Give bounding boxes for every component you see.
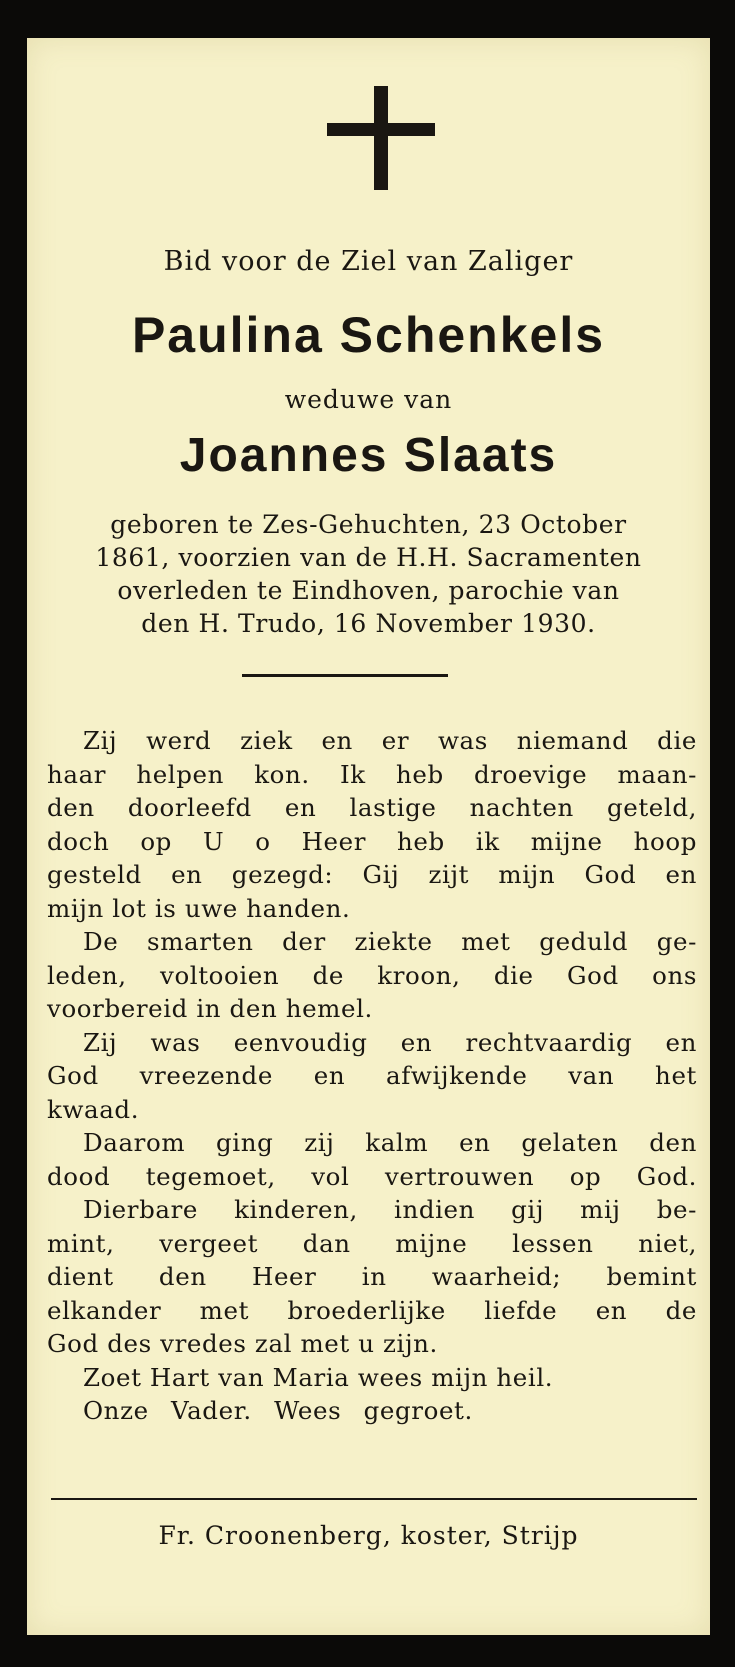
short-divider — [242, 674, 448, 677]
text-line: gesteld en gezegd: Gij zijt mijn God en — [47, 860, 697, 889]
text-line: doch op U o Heer heb ik mijne hoop — [47, 826, 697, 856]
info-line: geboren te Zes-Gehuchten, 23 October — [110, 510, 627, 539]
text-line: elkander met broederlijke liefde en de — [47, 1295, 697, 1325]
text-line: mint, vergeet dan mijne lessen niet, — [47, 1228, 697, 1258]
info-line: 1861, voorzien van de H.H. Sacramenten — [95, 543, 642, 572]
text-line: mijn lot is uwe handen. — [47, 893, 351, 923]
text-line: Onze Vader. Wees gegroet. — [83, 1396, 473, 1425]
biographical-info — [47, 508, 690, 640]
text-line: kwaad. — [47, 1094, 140, 1124]
text-line: De smarten der ziekte met geduld ge- — [83, 927, 697, 956]
text-line: Zij werd ziek en er was niemand die — [83, 726, 697, 755]
printer-credit: Fr. Croonenberg, koster, Strijp — [158, 1521, 579, 1550]
text-line: dient den Heer in waarheid; bemint — [47, 1262, 697, 1291]
cross-icon — [327, 86, 435, 190]
text-line: Dierbare kinderen, indien gij mij be- — [83, 1195, 697, 1224]
memorial-text — [47, 724, 697, 1428]
text-line: haar helpen kon. Ik heb droevige maan- — [47, 759, 697, 789]
text-line: dood tegemoet, vol vertrouwen op God. — [47, 1161, 697, 1191]
text-line: Zij was eenvoudig en rechtvaardig en — [83, 1027, 697, 1057]
text-line: den doorleefd en lastige nachten geteld, — [47, 793, 697, 822]
info-line: overleden te Eindhoven, parochie van — [117, 576, 620, 605]
text-line: voorbereid in den hemel. — [47, 994, 373, 1023]
long-divider — [51, 1498, 697, 1500]
text-line: Zoet Hart van Maria wees mijn heil. — [83, 1362, 554, 1392]
text-line: leden, voltooien de kroon, die God ons — [47, 960, 697, 990]
text-line: Daarom ging zij kalm en gelaten den — [83, 1128, 697, 1157]
text-line: God vreezende en afwijkende van het — [47, 1061, 697, 1090]
info-line: den H. Trudo, 16 November 1930. — [141, 609, 596, 638]
spouse-name: Joannes Slaats — [179, 429, 558, 482]
memorial-card — [27, 38, 710, 1635]
prayer-heading: Bid voor de Ziel van Zaliger — [163, 246, 574, 277]
text-line: God des vredes zal met u zijn. — [47, 1329, 438, 1358]
relation-text: weduwe van — [284, 385, 453, 414]
deceased-name: Paulina Schenkels — [131, 307, 606, 363]
